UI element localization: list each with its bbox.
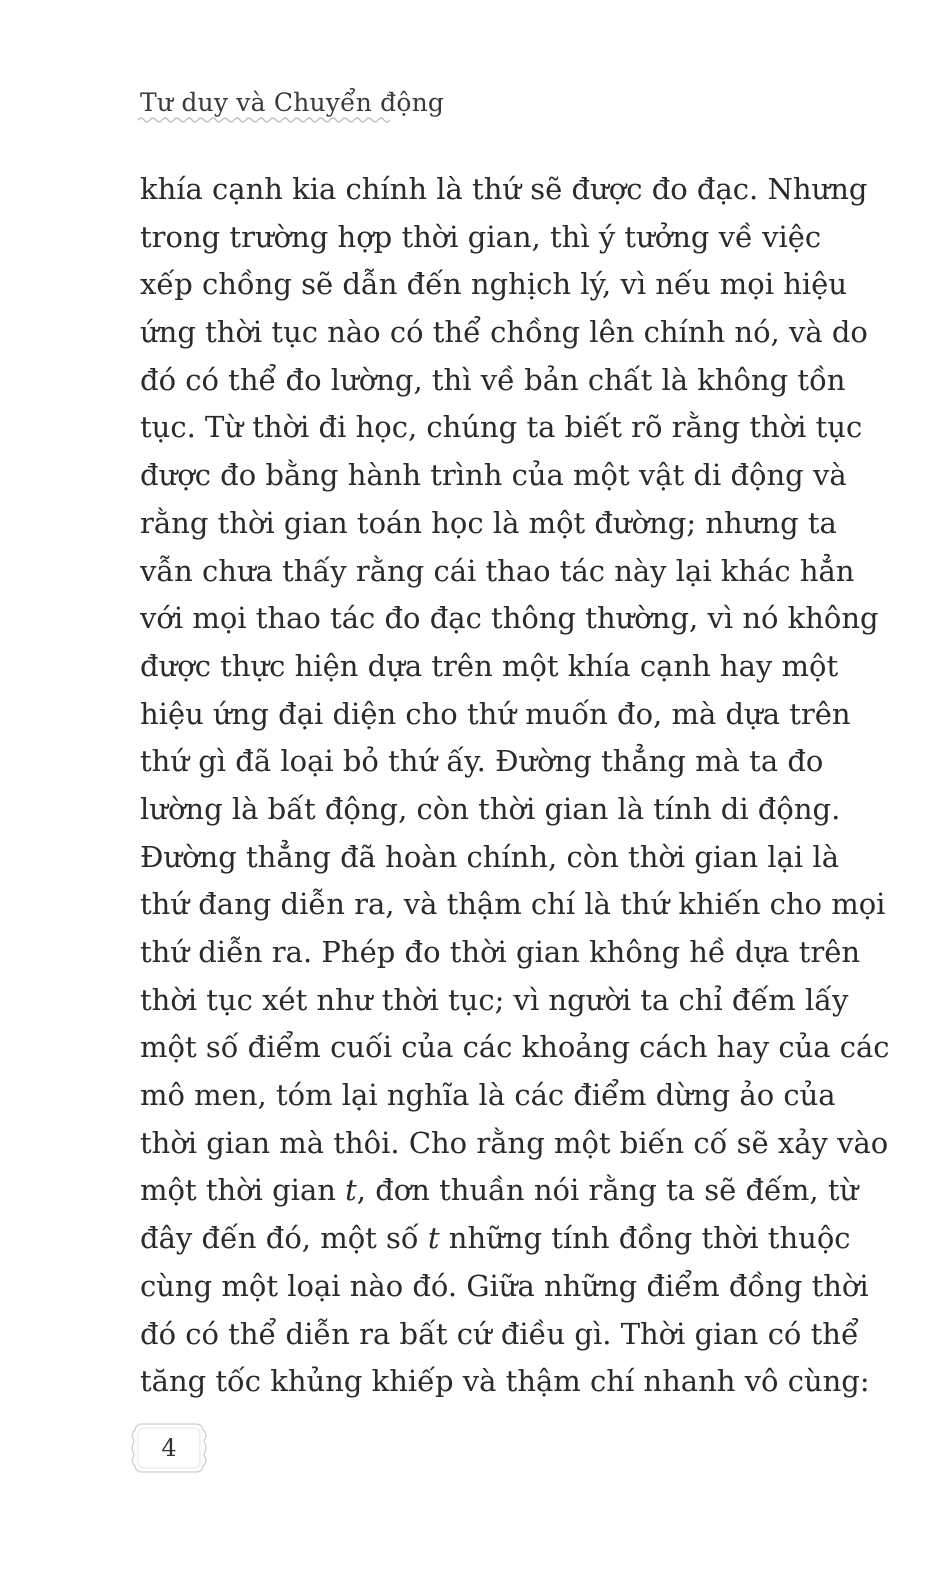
- italic-variable: t: [427, 1221, 440, 1256]
- text-line: cùng một loại nào đó. Giữa những điểm đồng thời: [140, 1268, 869, 1303]
- running-header: Tư duy và Chuyển động: [140, 88, 445, 117]
- italic-variable: t: [345, 1173, 357, 1208]
- text-line: thời tục xét như thời tục; vì người ta chỉ đếm lấy: [140, 982, 849, 1017]
- text-line: với mọi thao tác đo đạc thông thường, vì nó không: [140, 601, 879, 636]
- text-line: xếp chồng sẽ dẫn đến nghịch lý, vì nếu mọi hiệu: [140, 267, 848, 302]
- text-line: tục. Từ thời đi học, chúng ta biết rõ rằng thời tục: [140, 410, 863, 445]
- text-line-with-italic: [140, 1167, 859, 1215]
- text-line: thứ diễn ra. Phép đo thời gian không hề dựa trên: [140, 935, 861, 969]
- text-line-with-italic: [140, 1215, 851, 1263]
- text-line: được đo bằng hành trình của một vật di động và: [140, 458, 847, 493]
- text-segment: , đơn thuần nói rằng ta sẽ đếm, từ: [356, 1173, 859, 1208]
- text-line: trong trường hợp thời gian, thì ý tưởng về việc: [140, 219, 822, 254]
- text-line: ứng thời tục nào có thể chồng lên chính nó, và do: [140, 315, 868, 350]
- text-segment: những tính đồng thời thuộc: [439, 1221, 851, 1256]
- text-line: rằng thời gian toán học là một đường; nhưng ta: [140, 505, 837, 540]
- body-text: [140, 166, 890, 1406]
- header-wavy-underline: [138, 116, 390, 124]
- text-line: khía cạnh kia chính là thứ sẽ được đo đạc. Nhưng: [140, 172, 868, 206]
- text-line: tăng tốc khủng khiếp và thậm chí nhanh vô cùng:: [140, 1364, 870, 1399]
- page-number-badge: [128, 1420, 210, 1476]
- text-line: mô men, tóm lại nghĩa là các điểm dừng ảo của: [140, 1078, 836, 1113]
- text-line: một số điểm cuối của các khoảng cách hay của các: [140, 1030, 890, 1065]
- text-line: Đường thẳng đã hoàn chính, còn thời gian lại là: [140, 839, 839, 874]
- text-segment: một thời gian: [140, 1173, 346, 1208]
- text-line: lường là bất động, còn thời gian là tính di động.: [140, 791, 841, 826]
- text-line: vẫn chưa thấy rằng cái thao tác này lại khác hẳn: [140, 553, 855, 588]
- text-line: hiệu ứng đại diện cho thứ muốn đo, mà dựa trên: [140, 696, 851, 731]
- text-line: đó có thể diễn ra bất cứ điều gì. Thời gian có thể: [140, 1316, 859, 1351]
- text-line: thứ đang diễn ra, và thậm chí là thứ khiến cho mọi: [140, 887, 886, 922]
- text-segment: đây đến đó, một số: [140, 1221, 428, 1256]
- text-line: đó có thể đo lường, thì về bản chất là không tồn: [140, 362, 846, 397]
- text-line: được thực hiện dựa trên một khía cạnh hay một: [140, 648, 839, 683]
- page-number: 4: [161, 1434, 177, 1462]
- text-line: thời gian mà thôi. Cho rằng một biến cố sẽ xảy vào: [140, 1125, 889, 1160]
- text-line: thứ gì đã loại bỏ thứ ấy. Đường thẳng mà ta đo: [140, 744, 824, 779]
